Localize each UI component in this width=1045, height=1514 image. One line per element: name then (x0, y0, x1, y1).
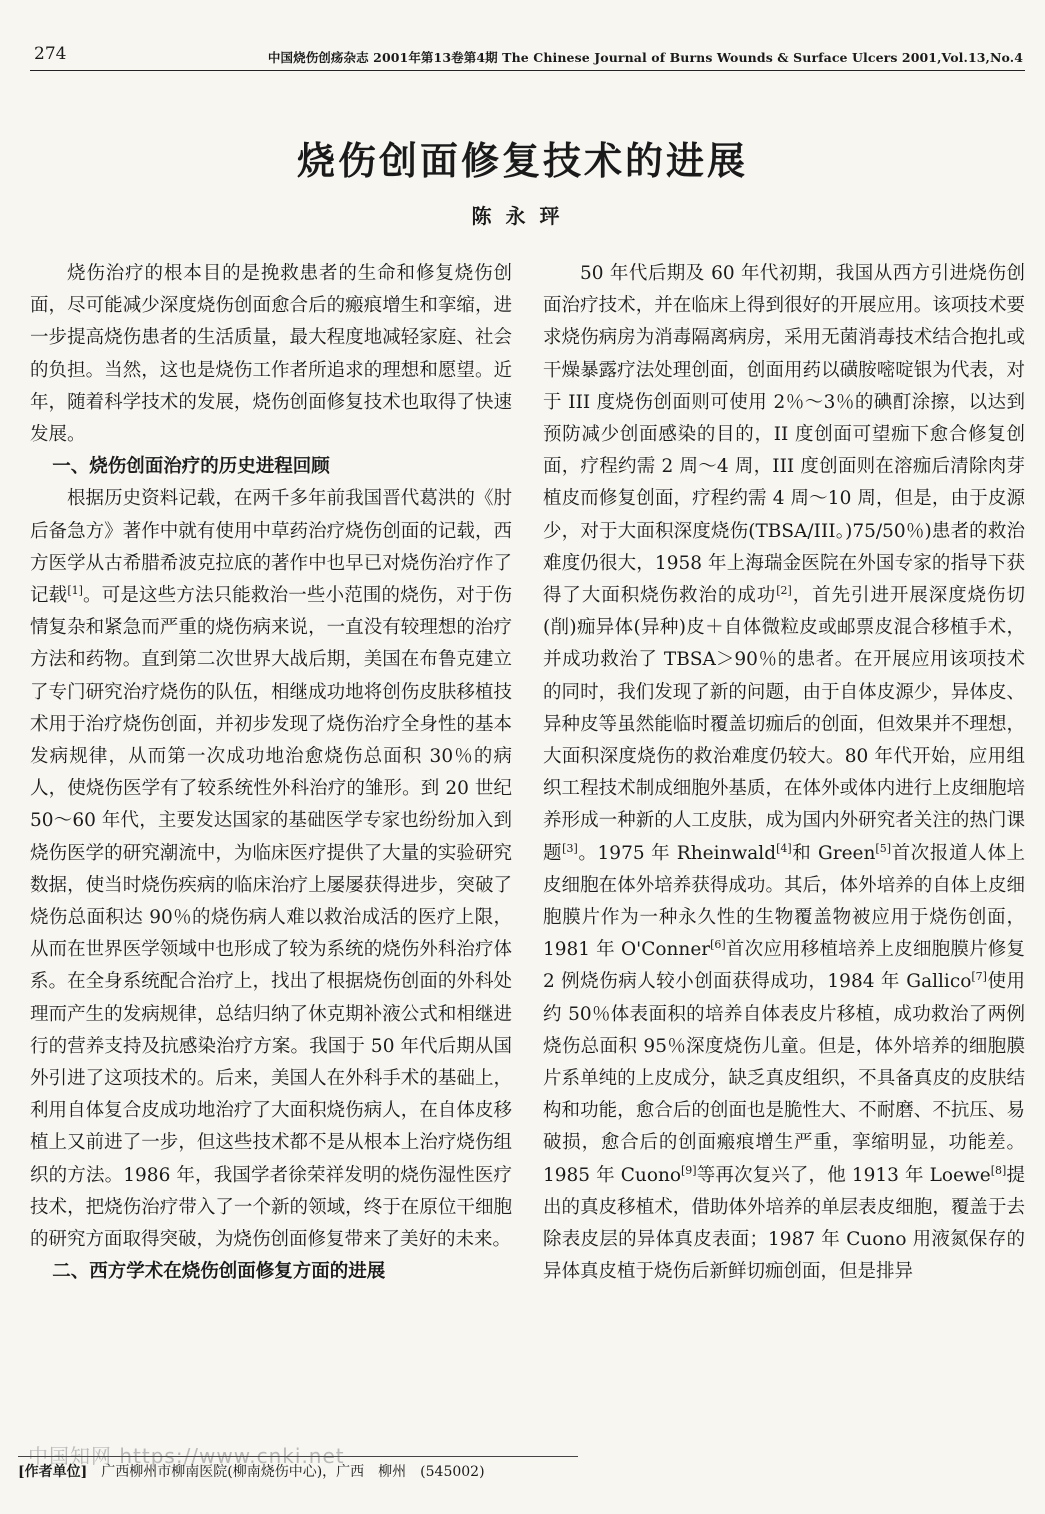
footnote-label: [作者单位] (18, 1464, 88, 1480)
text-run: ，首先引进开展深度烧伤切(削)痂异体(异种)皮＋自体微粒皮或邮票皮混合移植手术，并成功救治了 TBSA＞90％的患者。在开展应用该项技术的同时，我们发现了新的问题，由于自体皮源少，异体皮、异种皮等虽然能临时覆盖切痂后的创面，但效果并不理想，大面积深度烧伤的救治难度仍较大。80 年代开始，应用组织工程技术制成细胞外基质，在体外或体内进行上皮细胞培养形成一种新的人工皮肤，成为国内外研究者关注的热门课题 (543, 585, 1025, 864)
citation-ref: [1] (67, 583, 83, 597)
citation-ref: [4] (776, 841, 792, 855)
section-heading-history: 一、烧伤创面治疗的历史进程回顾 (52, 456, 330, 478)
citation-ref: [5] (875, 841, 891, 855)
text-run: 50 年代后期及 60 年代初期，我国从西方引进烧伤创面治疗技术，并在临床上得到很好的开展应用。该项技术要求烧伤病房为消毒隔离病房，采用无菌消毒技术结合抱扎或干燥暴露疗法处理创面，创面用药以磺胺嘧啶银为代表，对于 III 度烧伤创面则可使用 2％～3％的碘酊涂擦，以达到预防减少创面感染的目的，II 度创面可望痂下愈合修复创面，疗程约需 2 周～4 周，III 度创面则在溶痂后清除肉芽植皮而修复创面，疗程约需 4 周～10 周，但是，由于皮源少，对于大面积深度烧伤(TBSA/III。)75/50％)患者的救治难度仍很大，1958 年上海瑞金医院在外国专家的指导下获得了大面积烧伤救治的成功 (543, 263, 1025, 607)
text-run: 提出的真皮移植术，借助体外培养的单层表皮细胞，覆盖于去除表皮层的异体真皮表面；1987 年 Cuono 用液氮保存的异体真皮植于烧伤后新鲜切痂创面，但是排异 (543, 1164, 1025, 1283)
article-author: 陈永玶 (471, 204, 574, 228)
citation-ref: [2] (776, 583, 792, 597)
page-number: 274 (34, 44, 67, 64)
text-run: 使用约 50％体表面积的培养自体表皮片移植，成功救治了两例烧伤总面积 95％深度烧伤儿童。但是，体外培养的细胞膜片系单纯的上皮成分，缺乏真皮组织，不具备真皮的皮肤结构和功能，愈合后的创面也是脆性大、不耐磨、不抗压、易破损，愈合后的创面瘢痕增生严重，挛缩明显，功能差。1985 年 Cuono (543, 971, 1025, 1186)
intro-paragraph: 烧伤治疗的根本目的是挽救患者的生命和修复烧伤创面，尽可能减少深度烧伤创面愈合后的瘢痕增生和挛缩，进一步提高烧伤患者的生活质量，最大程度地减轻家庭、社会的负担。当然，这也是烧伤工作者所追求的理想和愿望。近年，随着科学技术的发展，烧伤创面修复技术也取得了快速发展。 (30, 263, 512, 446)
citation-ref: [3] (562, 841, 578, 855)
text-run: 等再次复兴了，他 1913 年 Loewe (696, 1164, 991, 1186)
author-affiliation-footnote (18, 1456, 578, 1487)
text-run: 。1975 年 Rheinwald (577, 842, 777, 864)
cnki-watermark: 中国知网 https://www.cnki.net (28, 1444, 345, 1468)
left-column (30, 258, 512, 1289)
text-run: 首次报道人体上皮细胞在体外培养获得成功。其后，体外培养的自体上皮细胞膜片作为一种永久性的生物覆盖物被应用于烧伤创面，1981 年 O'Conner (543, 842, 1025, 961)
text-run: 和 Green (791, 842, 876, 864)
history-paragraph (30, 483, 512, 1256)
footnote-text: 广西柳州市柳南医院(柳南烧伤中心)，广西 柳州 (545002) (101, 1464, 485, 1480)
citation-ref: [9] (681, 1163, 697, 1177)
right-column (543, 258, 1025, 1289)
text-run: 。可是这些方法只能救治一些小范围的烧伤，对于伤情复杂和紧急而严重的烧伤病来说，一直没有较理想的治疗方法和药物。直到第二次世界大战后期，美国在布鲁克建立了专门研究治疗烧伤的队伍，相继成功地将创伤皮肤移植技术用于治疗烧伤创面，并初步发现了烧伤治疗全身性的基本发病规律，从而第一次成功地治愈烧伤总面积 30％的病人，使烧伤医学有了较系统性外科治疗的雏形。到 20 世纪 50～60 年代，主要发达国家的基础医学专家也纷纷加入到烧伤医学的研究潮流中，为临床医疗提供了大量的实验研究数据，使当时烧伤疾病的临床治疗上屡屡获得进步，突破了烧伤总面积达 90％的烧伤病人难以救治成活的医疗上限，从而在世界医学领域中也形成了较为系统的烧伤外科治疗体系。在全身系统配合治疗上，找出了根据烧伤创面的外科处理而产生的发病规律，总结归纳了休克期补液公式和相继进行的营养支持及抗感染治疗方案。我国于 50 年代后期从国外引进了这项技术的。后来，美国人在外科手术的基础上，利用自体复合皮成功地治疗了大面积烧伤病人，在自体皮移植上又前进了一步，但这些技术都不是从根本上治疗烧伤组织的方法。1986 年，我国学者徐荣祥发明的烧伤湿性医疗技术，把烧伤治疗带入了一个新的领域，终于在原位干细胞的研究方面取得突破，为烧伤创面修复带来了美好的未来。 (30, 585, 512, 1251)
section-heading-western: 二、西方学术在烧伤创面修复方面的进展 (52, 1261, 386, 1283)
running-header (30, 42, 1025, 71)
journal-citation: 中国烧伤创疡杂志 2001年第13卷第4期 The Chinese Journal of Burns Wounds & Surface Ulcers 2001,Vol.13,No.4 (267, 50, 1023, 65)
citation-ref: [8] (990, 1163, 1007, 1177)
article-title: 烧伤创面修复技术的进展 (296, 139, 748, 183)
citation-ref: [6] (710, 938, 726, 952)
text-run: 根据历史资料记载，在两千多年前我国晋代葛洪的《肘后备急方》著作中就有使用中草药治疗烧伤创面的记载，西方医学从古希腊希波克拉底的著作中也早已对烧伤治疗作了记载 (30, 488, 512, 607)
text-run: 首次应用移植培养上皮细胞膜片修复 2 例烧伤病人较小创面获得成功，1984 年 Gallico (543, 939, 1025, 993)
western-progress-paragraph (543, 258, 1025, 1289)
citation-ref: [7] (971, 970, 987, 984)
